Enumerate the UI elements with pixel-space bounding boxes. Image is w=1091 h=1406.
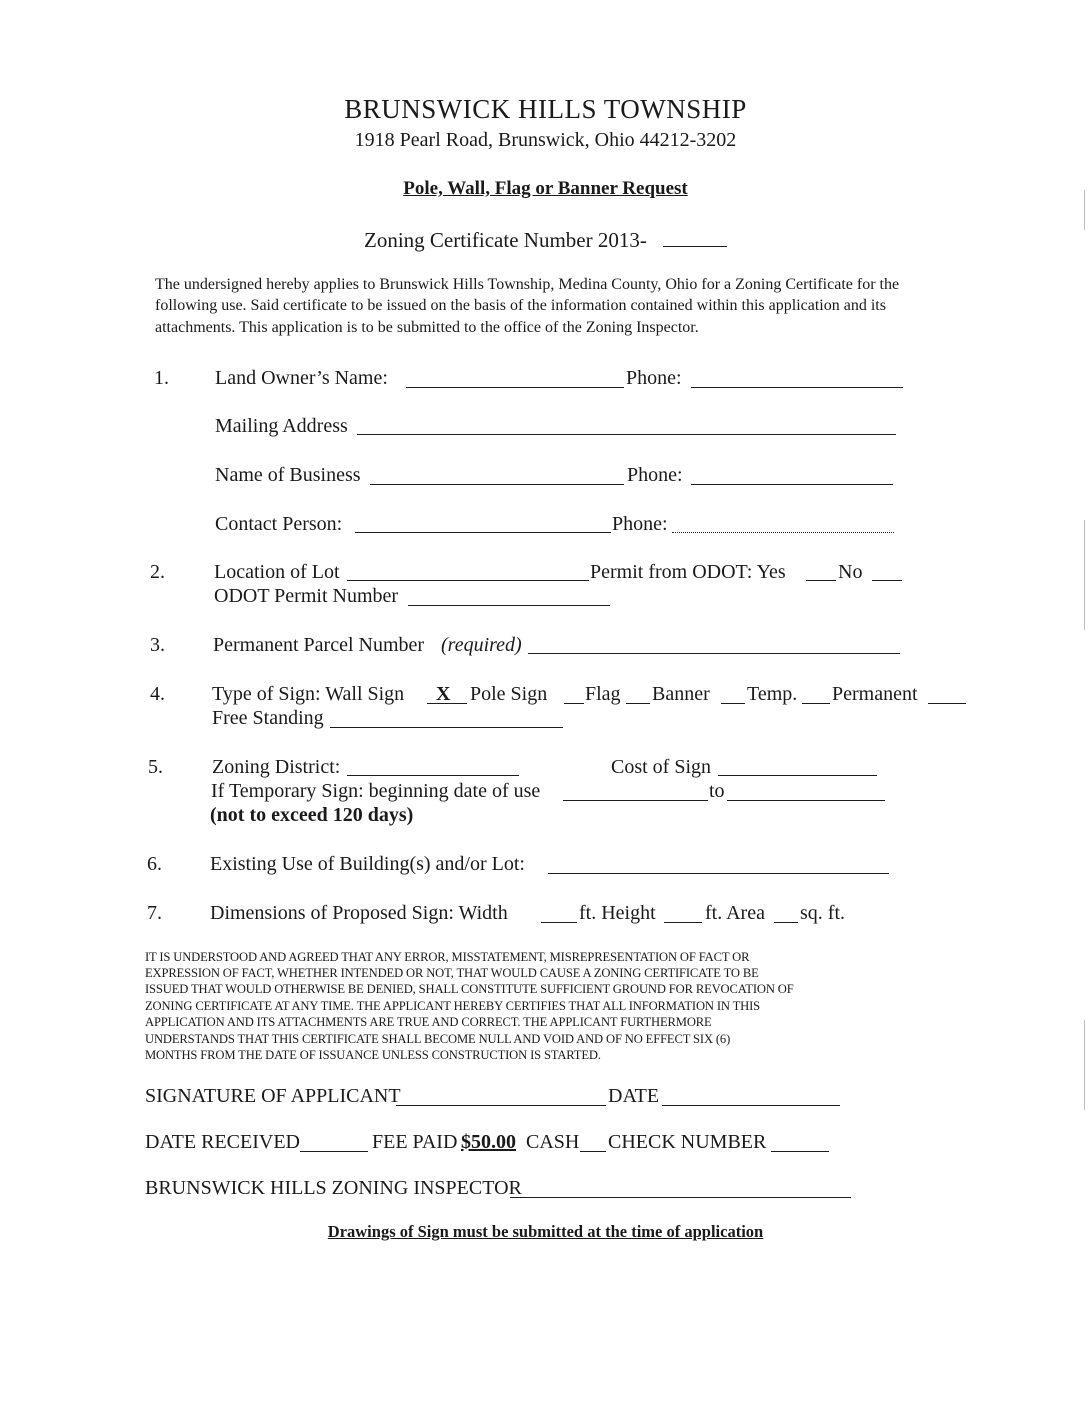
- intro-line-1: The undersigned hereby applies to Brunswick Hills Township, Medina County, Ohio for a Zoning Certificate for the: [155, 276, 900, 293]
- width-field[interactable]: [541, 922, 577, 923]
- certificate-number-field[interactable]: [663, 246, 727, 247]
- temporary-to-label: to: [709, 780, 725, 802]
- intro-line-2: following use. Said certificate to be issued on the basis of the information contained within this application and its: [155, 297, 886, 314]
- odot-permit-number-label: ODOT Permit Number: [214, 585, 399, 607]
- item-number-6: 6.: [147, 853, 162, 875]
- cost-of-sign-field[interactable]: [718, 775, 877, 776]
- area-label: ft. Area: [705, 902, 765, 924]
- free-standing-field[interactable]: [330, 727, 563, 728]
- parcel-number-label: Permanent Parcel Number: [213, 634, 425, 656]
- odot-no-label: No: [838, 561, 863, 583]
- phone-field-3[interactable]: [672, 532, 894, 533]
- temporary-start-date-field[interactable]: [563, 800, 708, 801]
- permanent-field[interactable]: [928, 703, 966, 704]
- flag-field[interactable]: [626, 703, 650, 704]
- zoning-district-label: Zoning District:: [212, 756, 341, 778]
- phone-label-2: Phone:: [627, 464, 683, 486]
- drawings-note: Drawings of Sign must be submitted at the time of application: [327, 1222, 764, 1241]
- item-number-5: 5.: [148, 756, 163, 778]
- check-number-label: CHECK NUMBER: [608, 1131, 767, 1153]
- square-feet-label: sq. ft.: [800, 902, 845, 924]
- disclaimer-line-1: IT IS UNDERSTOOD AND AGREED THAT ANY ERROR, MISSTATEMENT, MISREPRESENTATION OF FACT OR: [145, 950, 750, 964]
- disclaimer-line-4: ZONING CERTIFICATE AT ANY TIME. THE APPLICANT HEREBY CERTIFIES THAT ALL INFORMATION IN THIS: [145, 999, 761, 1013]
- wall-sign-field[interactable]: [427, 703, 467, 704]
- temporary-sign-label: If Temporary Sign: beginning date of use: [211, 780, 541, 802]
- disclaimer-line-7: MONTHS FROM THE DATE OF ISSUANCE UNLESS CONSTRUCTION IS STARTED.: [145, 1048, 601, 1062]
- cost-of-sign-label: Cost of Sign: [611, 756, 712, 778]
- permanent-label: Permanent: [832, 683, 918, 705]
- dimensions-width-label: Dimensions of Proposed Sign: Width: [210, 902, 508, 924]
- scan-edge-mark: [1084, 1020, 1085, 1110]
- temp-field[interactable]: [802, 703, 830, 704]
- signature-label: SIGNATURE OF APPLICANT: [145, 1085, 401, 1107]
- existing-use-label: Existing Use of Building(s) and/or Lot:: [210, 853, 525, 875]
- pole-sign-field[interactable]: [564, 703, 584, 704]
- location-of-lot-label: Location of Lot: [214, 561, 340, 583]
- fee-amount: $50.00: [461, 1131, 516, 1153]
- item-number-7: 7.: [147, 902, 162, 924]
- free-standing-label: Free Standing: [212, 707, 324, 729]
- contact-person-field[interactable]: [355, 532, 611, 533]
- height-label: ft. Height: [579, 902, 656, 924]
- height-field[interactable]: [664, 922, 702, 923]
- cash-field[interactable]: [580, 1151, 606, 1152]
- disclaimer-line-2: EXPRESSION OF FACT, WHETHER INTENDED OR NOT, THAT WOULD CAUSE A ZONING CERTIFICATE TO BE: [145, 966, 759, 980]
- mailing-address-field[interactable]: [357, 434, 896, 435]
- zoning-district-field[interactable]: [347, 775, 519, 776]
- disclaimer-line-3: ISSUED THAT WOULD OTHERWISE BE DENIED, SHALL CONSTITUTE SUFFICIENT GROUND FOR REVOCATION OF: [145, 982, 794, 996]
- cash-label: CASH: [526, 1131, 580, 1153]
- check-number-field[interactable]: [771, 1151, 829, 1152]
- odot-yes-field[interactable]: [806, 580, 836, 581]
- location-of-lot-field[interactable]: [347, 580, 589, 581]
- form-title: Pole, Wall, Flag or Banner Request: [403, 178, 688, 199]
- date-field[interactable]: [662, 1105, 840, 1106]
- signature-field[interactable]: [396, 1105, 606, 1106]
- odot-no-field[interactable]: [872, 580, 902, 581]
- mailing-address-label: Mailing Address: [215, 415, 348, 437]
- township-name: BRUNSWICK HILLS TOWNSHIP: [344, 94, 747, 124]
- intro-line-3: attachments. This application is to be submitted to the office of the Zoning Inspector.: [155, 319, 699, 336]
- zoning-certificate-label: Zoning Certificate Number 2013-: [364, 228, 647, 252]
- contact-person-label: Contact Person:: [215, 513, 343, 535]
- scan-edge-mark: [1084, 190, 1085, 230]
- wall-sign-mark[interactable]: X: [436, 683, 451, 705]
- temp-label: Temp.: [747, 683, 798, 705]
- business-name-field[interactable]: [370, 484, 624, 485]
- temporary-limit-note: (not to exceed 120 days): [210, 804, 414, 826]
- zoning-inspector-label: BRUNSWICK HILLS ZONING INSPECTOR: [145, 1177, 522, 1199]
- date-label: DATE: [608, 1085, 660, 1107]
- type-of-sign-label: Type of Sign: Wall Sign: [212, 683, 405, 705]
- banner-label: Banner: [652, 683, 710, 705]
- odot-permit-number-field[interactable]: [408, 605, 610, 606]
- parcel-number-field[interactable]: [528, 653, 900, 654]
- disclaimer-line-5: APPLICATION AND ITS ATTACHMENTS ARE TRUE AND CORRECT. THE APPLICANT FURTHERMORE: [145, 1015, 712, 1029]
- item-number-3: 3.: [150, 634, 165, 656]
- land-owner-field[interactable]: [406, 387, 624, 388]
- phone-label-3: Phone:: [612, 513, 668, 535]
- zoning-inspector-field[interactable]: [510, 1197, 851, 1198]
- business-name-label: Name of Business: [215, 464, 361, 486]
- phone-field-2[interactable]: [691, 484, 893, 485]
- item-number-1: 1.: [154, 367, 169, 389]
- township-address: 1918 Pearl Road, Brunswick, Ohio 44212-3202: [354, 129, 737, 151]
- date-received-field[interactable]: [300, 1151, 368, 1152]
- fee-paid-label: FEE PAID: [372, 1131, 458, 1153]
- area-field[interactable]: [774, 922, 798, 923]
- date-received-label: DATE RECEIVED: [145, 1131, 300, 1153]
- phone-field-1[interactable]: [691, 387, 903, 388]
- scan-edge-mark: [1084, 520, 1085, 630]
- existing-use-field[interactable]: [548, 873, 889, 874]
- item-number-2: 2.: [150, 561, 165, 583]
- pole-sign-label: Pole Sign: [470, 683, 548, 705]
- banner-field[interactable]: [721, 703, 745, 704]
- disclaimer-line-6: UNDERSTANDS THAT THIS CERTIFICATE SHALL BECOME NULL AND VOID AND OF NO EFFECT SIX (6): [145, 1032, 731, 1046]
- land-owner-label: Land Owner’s Name:: [215, 367, 388, 389]
- odot-permit-label: Permit from ODOT: Yes: [590, 561, 786, 583]
- temporary-end-date-field[interactable]: [727, 800, 885, 801]
- item-number-4: 4.: [150, 683, 165, 705]
- parcel-required-note: (required): [441, 634, 522, 656]
- phone-label-1: Phone:: [626, 367, 682, 389]
- flag-label: Flag: [585, 683, 621, 705]
